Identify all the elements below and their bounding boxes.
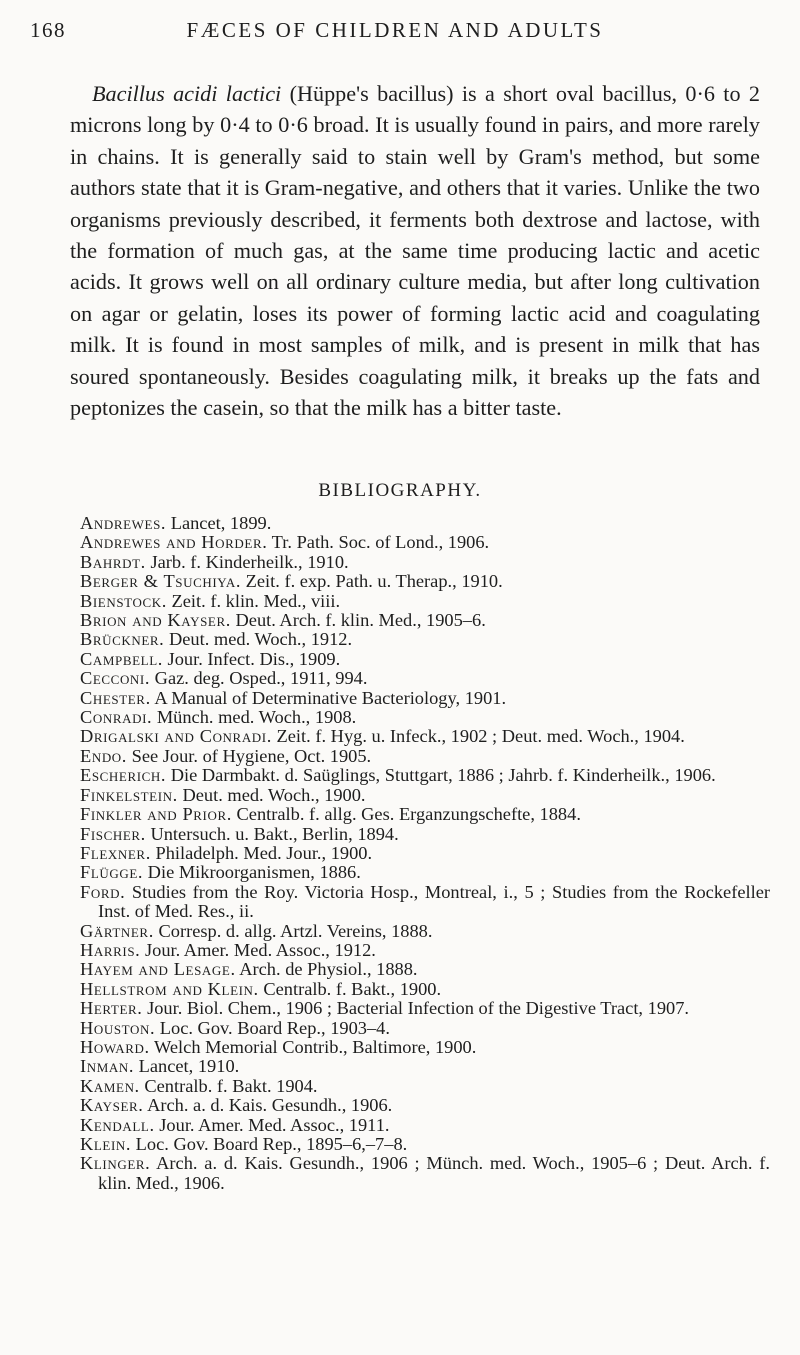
bibliography-citation: Deut. med. Woch., 1900. [177,784,366,805]
bibliography-citation: Zeit. f. Hyg. u. Infeck., 1902 ; Deut. med. Woch., 1904. [271,726,685,747]
paragraph-text: (Hüppe's bacillus) is a short oval bacillus, 0·6 to 2 microns long by 0·4 to 0·6 broad. It is usually found in pairs, and more rarely in chains. It is generally said to stain well by Gram's method, but some authors state that it is Gram-negative, and others that it varies. Unlike the two organisms previously described, it ferments both dextrose and lactose, with the formation of much gas, at the same time producing lactic and acetic acids. It grows well on all ordinary culture media, but after long cultivation on agar or gelatin, loses its power of forming lactic acid and coagulating milk. It is found in most samples of milk, and is present in milk that has soured spontaneously. Besides coagulating milk, it breaks up the fats and peptonizes the casein, so that the milk has a bitter taste. [70,81,761,421]
bibliography-entry [80,553,770,572]
bibliography-list [80,514,770,1193]
page-header [30,18,760,48]
bibliography-citation: Lancet, 1910. [134,1056,240,1077]
bibliography-author: Andrewes. [80,513,167,533]
bibliography-author: Herter. [80,998,143,1019]
bibliography-author: Drigalski and Conradi. [80,726,272,747]
bibliography-citation: Münch. med. Woch., 1908. [152,707,357,728]
bibliography-author: Ford. [80,881,126,902]
bibliography-citation: Centralb. f. allg. Ges. Erganzungschefte, 1884. [231,804,581,825]
bibliography-entry [80,766,770,785]
bibliography-citation: Arch. a. d. Kais. Gesundh., 1906 ; Münch. med. Woch., 1905–6 ; Deut. Arch. f. klin. Med., 1906. [98,1153,770,1193]
bibliography-entry [80,727,770,746]
bibliography-citation: Centralb. f. Bakt., 1900. [258,978,442,999]
bibliography-citation: Deut. med. Woch., 1912. [164,629,353,650]
page-number: 168 [30,18,66,42]
bibliography-title: BIBLIOGRAPHY. [318,480,482,501]
bibliography-entry [80,650,770,669]
bibliography-author: Howard. [80,1036,150,1057]
bibliography-author: Endo. [80,745,127,766]
bibliography-citation: Die Mikroorganismen, 1886. [143,862,361,883]
paragraph-italic-lead: Bacillus acidi lactici [92,81,282,106]
bibliography-author: Brion and Kayser. [80,610,231,631]
bibliography-entry [80,999,770,1018]
running-title: FÆCES OF CHILDREN AND ADULTS [186,18,604,42]
bibliography-citation: Arch. a. d. Kais. Gesundh., 1906. [143,1095,393,1116]
bibliography-citation: Die Darmbakt. d. Saüglings, Stuttgart, 1886 ; Jahrb. f. Kinderheilk., 1906. [166,765,716,786]
bibliography-entry [80,1057,770,1076]
bibliography-citation: Zeit. f. klin. Med., viii. [166,590,341,611]
bibliography-entry [80,941,770,960]
bibliography-citation: Jour. Amer. Med. Assoc., 1911. [154,1114,390,1135]
bibliography-citation: Tr. Path. Soc. of Lond., 1906. [267,532,490,553]
bibliography-entry [80,1019,770,1038]
bibliography-author: Cecconi. [80,668,151,689]
bibliography-entry [80,960,770,979]
bibliography-author: Brückner. [80,629,165,650]
bibliography-entry [80,514,770,533]
bibliography-author: Hellstrom and Klein. [80,978,259,999]
bibliography-author: Flügge. [80,862,144,883]
bibliography-citation: Loc. Gov. Board Rep., 1895–6,–7–8. [131,1134,408,1154]
bibliography-citation: Lancet, 1899. [166,513,272,533]
bibliography-entry [80,863,770,882]
bibliography-entry [80,883,770,922]
bibliography-author: Conradi. [80,707,153,728]
bibliography-entry [80,1135,770,1154]
body-paragraph [70,78,760,423]
bibliography-citation: Welch Memorial Contrib., Baltimore, 1900. [149,1036,477,1057]
bibliography-entry [80,533,770,552]
bibliography-author: Klinger. [80,1153,151,1174]
bibliography-citation: A Manual of Determinative Bacteriology, 1901. [150,687,507,708]
bibliography-citation: Corresp. d. allg. Artzl. Vereins, 1888. [153,920,433,941]
bibliography-citation: Jarb. f. Kinderheilk., 1910. [145,551,349,572]
bibliography-author: Gärtner. [80,920,154,941]
bibliography-citation: Zeit. f. exp. Path. u. Therap., 1910. [241,571,503,592]
bibliography-entry [80,630,770,649]
bibliography-author: Harris. [80,939,141,960]
bibliography-citation: Jour. Amer. Med. Assoc., 1912. [140,939,376,960]
bibliography-author: Escherich. [80,765,167,786]
bibliography-citation: Arch. de Physiol., 1888. [235,959,418,980]
bibliography-author: Flexner. [80,842,151,863]
bibliography-citation: Deut. Arch. f. klin. Med., 1905–6. [230,610,486,631]
bibliography-author: Houston. [80,1017,156,1038]
bibliography-entry [80,747,770,766]
bibliography-entry [80,844,770,863]
bibliography-author: Kayser. [80,1095,144,1116]
bibliography-entry [80,1154,770,1193]
bibliography-entry [80,825,770,844]
bibliography-author: Finkler and Prior. [80,804,232,825]
bibliography-entry [80,980,770,999]
bibliography-author: Finkelstein. [80,784,178,805]
bibliography-entry [80,922,770,941]
bibliography-author: Klein. [80,1134,132,1154]
bibliography-author: Berger & Tsuchiya. [80,571,242,592]
bibliography-citation: Untersuch. u. Bakt., Berlin, 1894. [145,823,399,844]
bibliography-entry [80,669,770,688]
bibliography-author: Campbell. [80,648,163,669]
bibliography-entry [80,1038,770,1057]
bibliography-author: Chester. [80,687,151,708]
bibliography-author: Inman. [80,1056,135,1077]
bibliography-entry [80,611,770,630]
bibliography-entry [80,786,770,805]
bibliography-citation: Studies from the Roy. Victoria Hosp., Montreal, i., 5 ; Studies from the Rockefeller Inst. of Med. Res., ii. [98,881,770,922]
bibliography-entry [80,805,770,824]
bibliography-citation: Loc. Gov. Board Rep., 1903–4. [155,1017,390,1038]
bibliography-author: Bienstock. [80,590,167,611]
bibliography-author: Kendall. [80,1114,155,1135]
bibliography-entry [80,592,770,611]
bibliography-citation: See Jour. of Hygiene, Oct. 1905. [127,745,372,766]
bibliography-entry [80,1116,770,1135]
bibliography-author: Fischer. [80,823,146,844]
bibliography-citation: Centralb. f. Bakt. 1904. [139,1075,318,1096]
bibliography-citation: Gaz. deg. Osped., 1911, 994. [150,668,368,689]
bibliography-citation: Philadelph. Med. Jour., 1900. [150,842,373,863]
bibliography-author: Hayem and Lesage. [80,959,236,980]
bibliography-entry [80,1077,770,1096]
bibliography-entry [80,689,770,708]
bibliography-citation: Jour. Biol. Chem., 1906 ; Bacterial Infection of the Digestive Tract, 1907. [142,998,689,1019]
bibliography-citation: Jour. Infect. Dis., 1909. [162,648,341,669]
bibliography-entry [80,1096,770,1115]
bibliography-entry [80,572,770,591]
bibliography-author: Andrewes and Horder. [80,532,268,553]
bibliography-entry [80,708,770,727]
bibliography-author: Kamen. [80,1075,140,1096]
bibliography-author: Bahrdt. [80,551,146,572]
